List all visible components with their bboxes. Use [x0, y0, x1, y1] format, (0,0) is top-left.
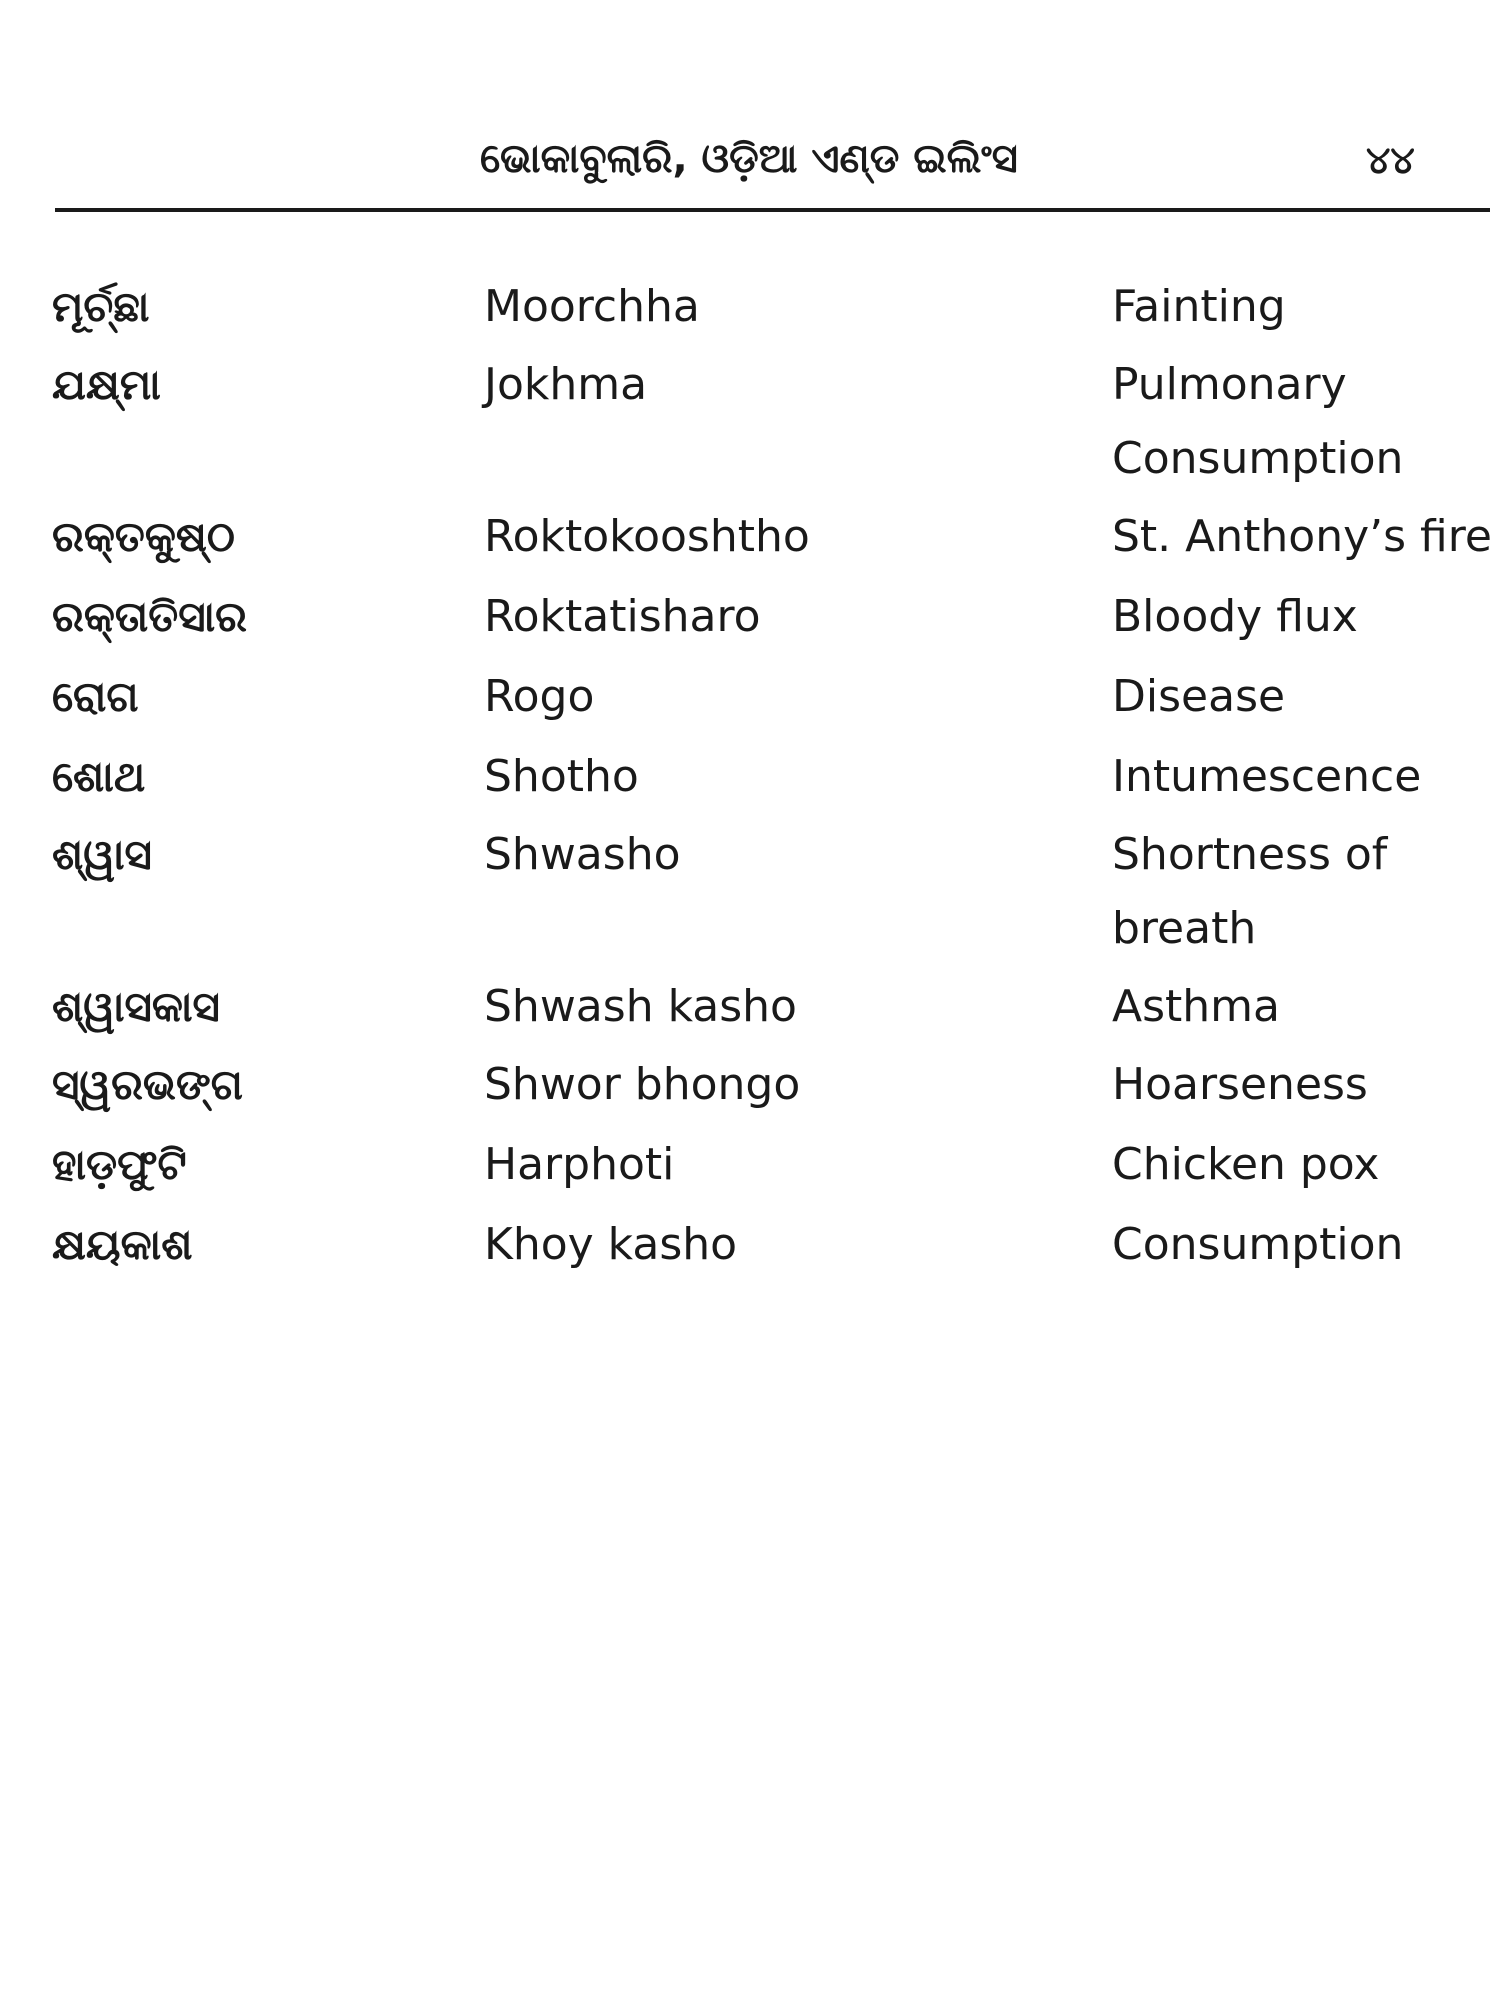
- glossary-list: [0, 270, 1500, 1288]
- english-meaning: Pulmonary Consumption: [1112, 359, 1404, 484]
- page-number: ୪୪: [1366, 138, 1415, 182]
- transliteration: Jokhma: [484, 359, 648, 410]
- running-head: [0, 128, 1500, 188]
- transliteration: Khoy kasho: [484, 1219, 738, 1270]
- transliteration: Shwor bhongo: [484, 1059, 801, 1110]
- odia-term: ଶ୍ୱାସକାସ: [52, 982, 220, 1031]
- english-meaning: Asthma: [1112, 981, 1280, 1032]
- odia-term: ଶୋଥ: [52, 752, 146, 801]
- odia-term: ଶ୍ୱାସ: [52, 830, 152, 879]
- list-item: [0, 970, 1500, 1048]
- transliteration: Harphoti: [484, 1139, 675, 1190]
- english-meaning: Shortness of breath: [1112, 829, 1388, 954]
- list-item: [0, 1208, 1500, 1288]
- english-meaning: Bloody flux: [1112, 591, 1358, 642]
- list-item: [0, 660, 1500, 740]
- english-meaning: St. Anthony’s fire: [1112, 511, 1492, 562]
- transliteration: Roktatisharo: [484, 591, 761, 642]
- english-meaning: Fainting: [1112, 281, 1286, 332]
- list-item: [0, 740, 1500, 818]
- odia-term: ଯକ୍ଷ୍ମା: [52, 360, 161, 409]
- transliteration: Shwash kasho: [484, 981, 797, 1032]
- odia-term: ରକ୍ତକୁଷ୍ଠ: [52, 512, 235, 561]
- list-item: [0, 1048, 1500, 1128]
- odia-term: ରକ୍ତାତିସାର: [52, 592, 248, 641]
- transliteration: Moorchha: [484, 281, 700, 332]
- list-item: [0, 500, 1500, 580]
- transliteration: Rogo: [484, 671, 595, 722]
- english-meaning: Disease: [1112, 671, 1286, 722]
- list-item: [0, 1128, 1500, 1208]
- page-title: ଭୋକାବୁଲାରି, ଓଡ଼ିଆ ଏଣ୍ଡ ଇଲିଂସ: [480, 136, 1018, 182]
- transliteration: Shotho: [484, 751, 639, 802]
- odia-term: ସ୍ୱରଭଙ୍ଗ: [52, 1060, 244, 1109]
- english-meaning: Chicken pox: [1112, 1139, 1380, 1190]
- list-item: [0, 348, 1500, 500]
- english-meaning: Consumption: [1112, 1219, 1404, 1270]
- transliteration: Shwasho: [484, 829, 681, 880]
- odia-term: କ୍ଷୟକାଶ: [52, 1220, 193, 1269]
- header-rule: [55, 208, 1490, 212]
- english-meaning: Intumescence: [1112, 751, 1422, 802]
- odia-term: ମୂର୍ଚ୍ଛା: [52, 282, 150, 331]
- transliteration: Roktokooshtho: [484, 511, 810, 562]
- odia-term: ହାଡ଼ଫୁଟି: [52, 1140, 187, 1189]
- list-item: [0, 580, 1500, 660]
- odia-term: ରୋଗ: [52, 672, 139, 721]
- list-item: [0, 818, 1500, 970]
- english-meaning: Hoarseness: [1112, 1059, 1368, 1110]
- list-item: [0, 270, 1500, 348]
